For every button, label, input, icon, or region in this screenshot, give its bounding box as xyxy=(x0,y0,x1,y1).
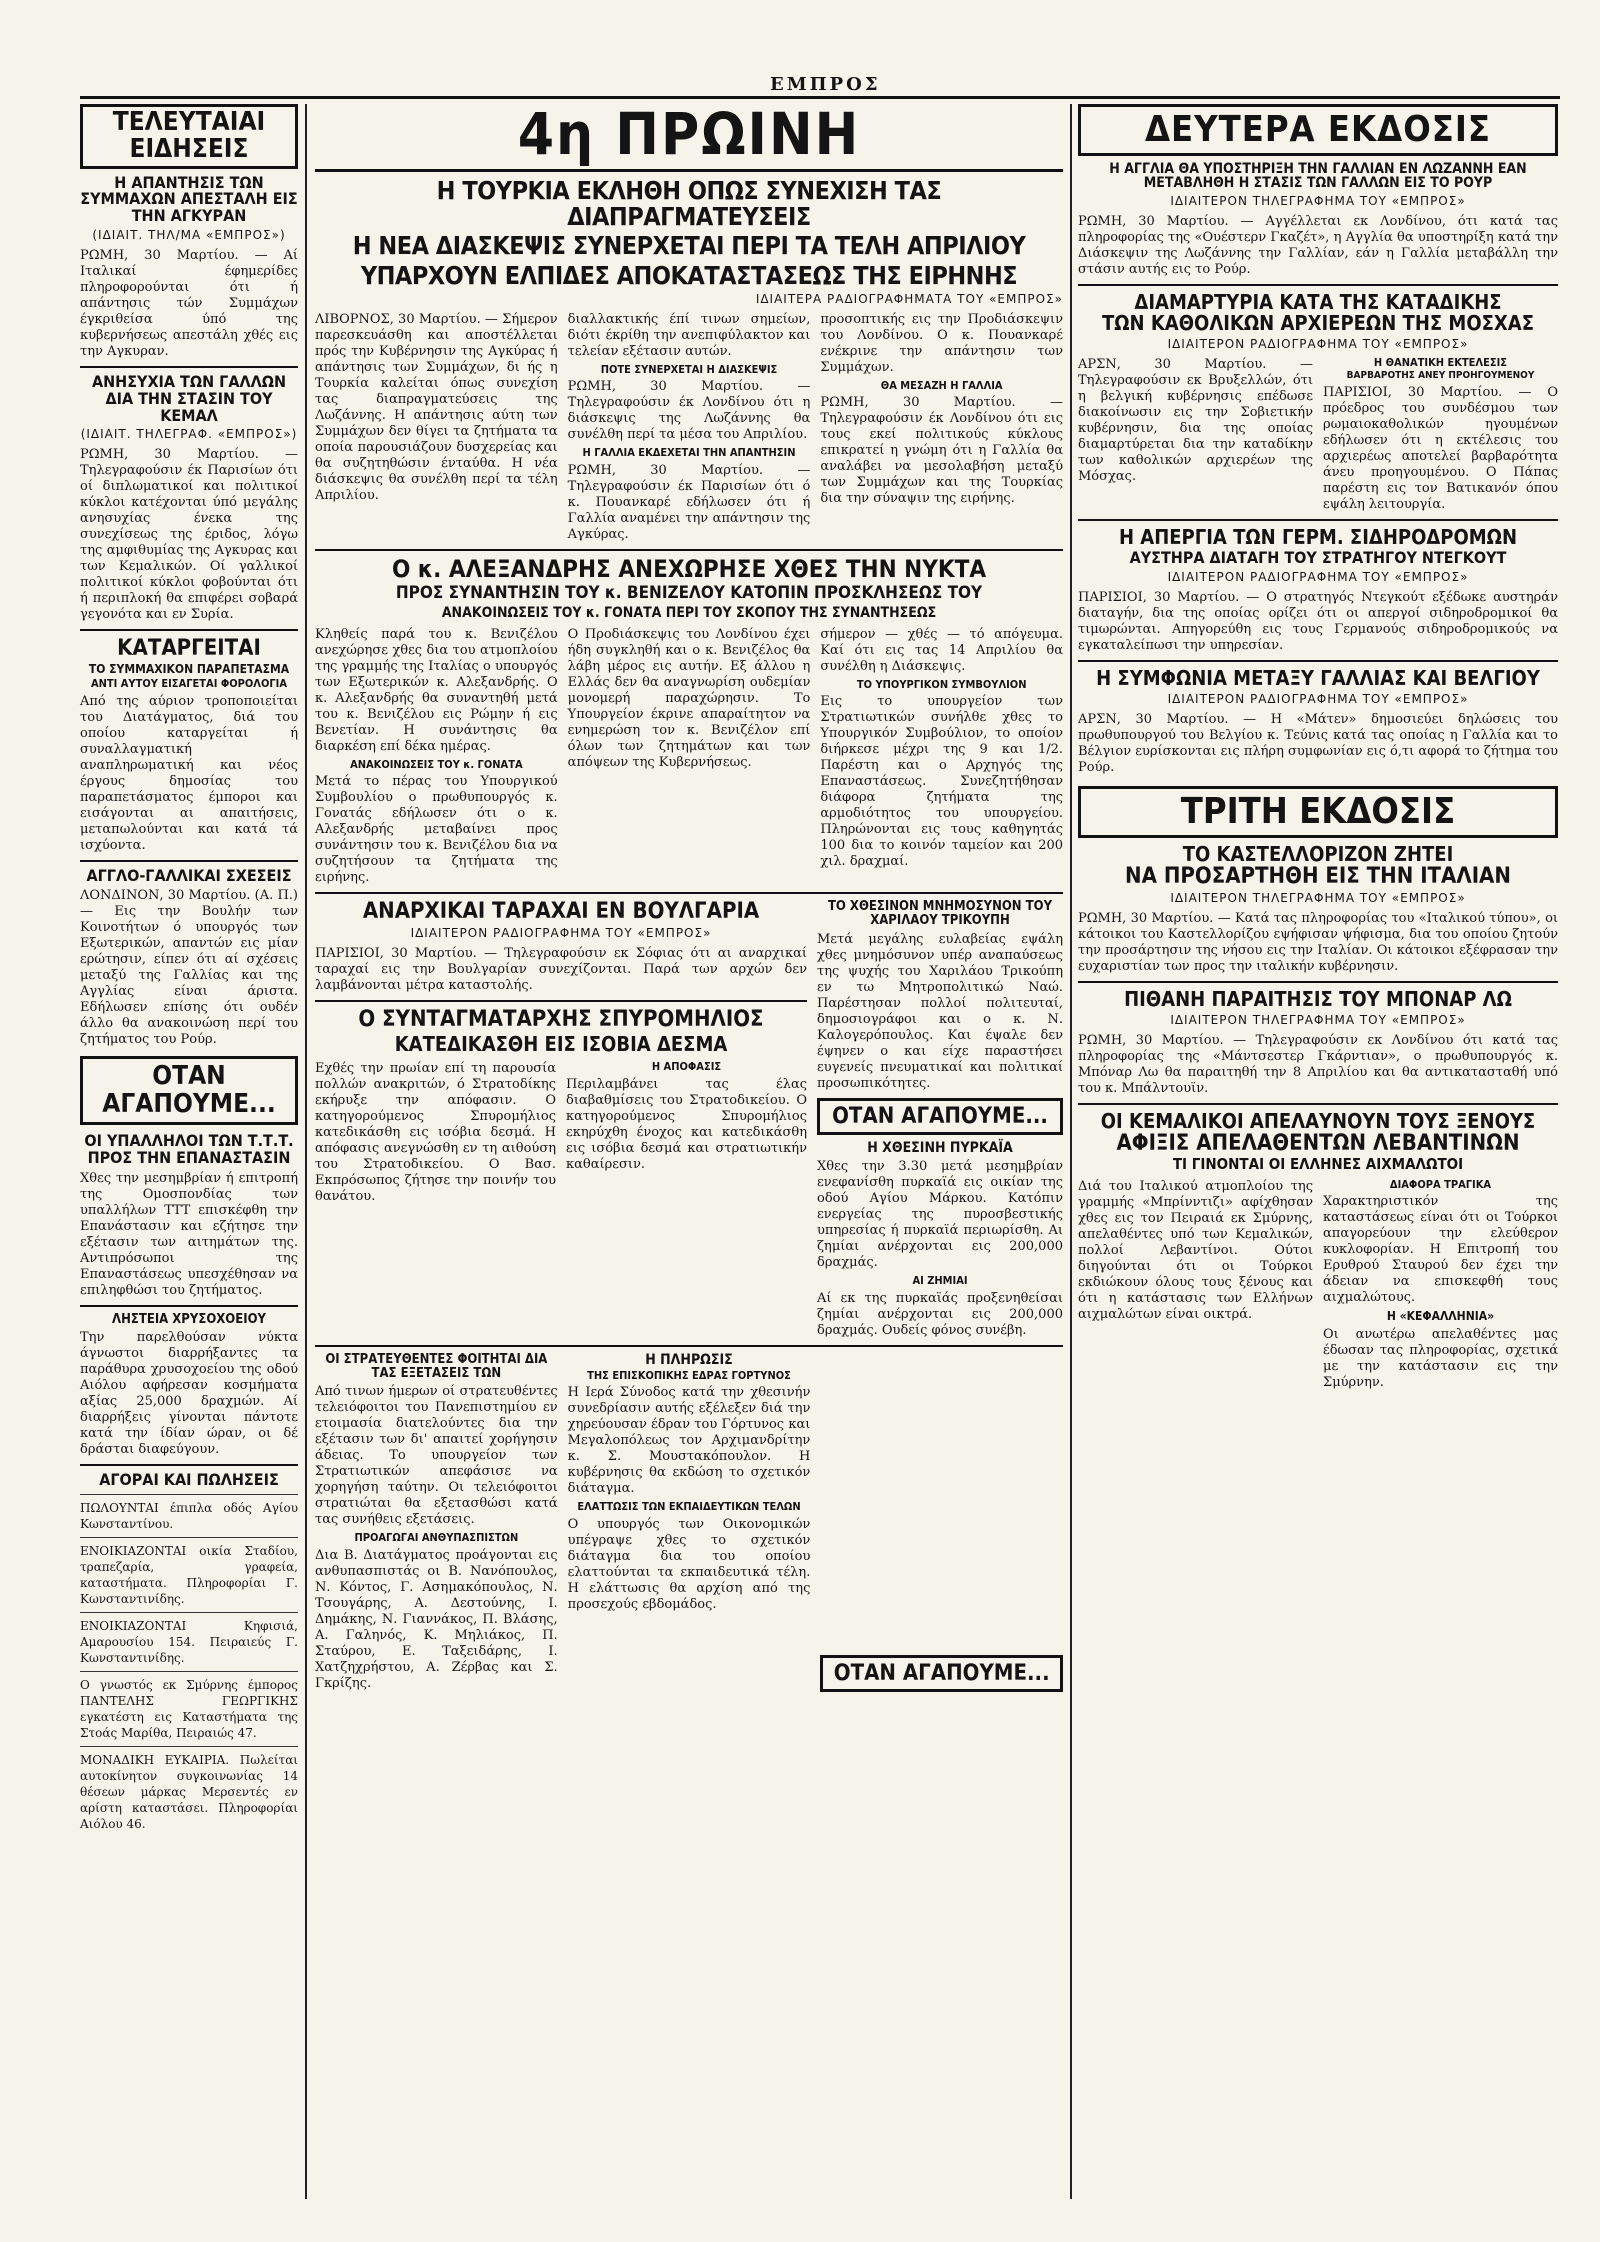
left-column xyxy=(80,104,298,1832)
article-title: Ο ΣΥΝΤΑΓΜΑΤΑΡΧΗΣ ΣΠΥΡΟΜΗΛΙΟΣ xyxy=(358,1007,764,1033)
main-headline-line: ΥΠΑΡΧΟΥΝ ΕΛΠΙΔΕΣ ΑΠΟΚΑΤΑΣΤΑΣΕΩΣ ΤΗΣ ΕΙΡΗΝΗΣ xyxy=(360,260,1018,290)
article-title: ΟΙ ΣΤΡΑΤΕΥΘΕΝΤΕΣ ΦΟΙΤΗΤΑΙ ΔΙΑ ΤΑΣ ΕΞΕΤΑΣΕΙΣ ΤΩΝ xyxy=(325,1351,548,1381)
section-heading: ΤΟ ΥΠΟΥΡΓΙΚΟΝ ΣΥΜΒΟΥΛΙΟΝ xyxy=(856,677,1027,691)
headline-line: ΠΡΟΣ ΣΥΝΑΝΤΗΣΙΝ ΤΟΥ κ. ΒΕΝΙΖΕΛΟΥ ΚΑΤΟΠΙΝ ΠΡΟΣΚΛΗΣΕΩΣ ΤΟΥ xyxy=(395,583,983,604)
dispatch-source: ΙΔΙΑΙΤΕΡΟΝ ΤΗΛΕΓΡΑΦΗΜΑ ΤΟΥ «ΕΜΠΡΟΣ» xyxy=(1170,1012,1466,1027)
article-body: ΡΩΜΗ, 30 Μαρτίου. — Τηλεγραφούσιν εκ Λονδίνου ότι κατά τας πληροφορίας της «Μάντσεστερ Γκάρντιαν», ο πρωθυπουργός κ. Μπόναρ Λω θα παραιτηθή την 8 Απριλίου και θα αντικατασταθή υπό του κ. Μπάλντουϊν. xyxy=(1078,1032,1558,1096)
latest-news-headline: ΤΕΛΕΥΤΑΙΑΙ ΕΙΔΗΣΕΙΣ xyxy=(80,104,298,169)
article-body: Μετά μεγάλης ευλαβείας εψάλη χθες μνημόσυνον υπέρ αναπαύσεως της ψυχής του Χαριλάου Τρικούπη εν τω Μητροπολιτικώ Ναώ. Παρέστησαν πολλοί πολιτευταί, δημοσιογράφοι και ο κ. Ν. Καλογερόπουλος. Και έψαλε δεν έψηνεν ο και είχε παραστήσει ευγενείς πνευματικαί και πολιτικαί προσωπικότητες. xyxy=(817,931,1063,1091)
article-body: διαλλακτικής έπί τινων σημείων, διότι έκρίθη την ανεπιφύλακτον και τελείαν εξέτασιν αυτών. xyxy=(567,311,811,359)
text-column xyxy=(568,1353,811,1692)
column-rule xyxy=(1070,104,1072,2199)
article-title: Η ΠΛΗΡΩΣΙΣ xyxy=(645,1351,733,1368)
article-body: Εχθές την πρωίαν επί τη παρουσία πολλών ανακριτών, ό Στρατοδίκης εκήρυξε την απόφασιν. Ο κατηγορούμενος Σπυρομήλιος κατεδικάσθη εις ισόβια δεσμά. Η απόφασις ανεγνώσθη εν τη αιθούση του Στρατοδικείου. Ο Βασ. Εκπρόσωπος ζήτησε την ποινήν του θανάτου. xyxy=(315,1061,556,1205)
article-body: ΠΑΡΙΣΙΟΙ, 30 Μαρτίου. — Ο πρόεδρος του συνδέσμου των ρωμαιοκαθολικών ηγουμένων εδήλωσεν ότι η εκτέλεσις του αρχιερέως αποτελεί βαρβαρότητα άνευ προηγουμένου. Ο Πάπας παρέστη εις τον Βατικανόν όπου εψάλη λειτουργία. xyxy=(1323,385,1558,513)
article-title: Η ΑΠΕΡΓΙΑ ΤΩΝ ΓΕΡΜ. ΣΙΔΗΡΟΔΡΟΜΩΝ xyxy=(1118,525,1518,550)
dispatch-source: ΙΔΙΑΙΤΕΡΟΝ ΡΑΔΙΟΓΡΑΦΗΜΑ ΤΟΥ «ΕΜΠΡΟΣ» xyxy=(410,926,712,941)
advertisement-banner: ΟΤΑΝ ΑΓΑΠΟΥΜΕ... xyxy=(817,1098,1063,1135)
section-heading: Η ΘΑΝΑΤΙΚΗ ΕΚΤΕΛΕΣΙΣ xyxy=(1373,356,1508,370)
article-body: Ο Προδιάσκεψις του Λονδίνου έχει ήδη συγκληθή και ο κ. Βενιζέλος θα λάβη μέρος εις αυτήν. Εξ άλλου η Ελλάς δεν θα αναγνωρίση ουδεμίαν μονομερή παραχώρησιν. Το Υπουργείον έκρινε απαραίτητον να ενημερώση τον κ. Βενιζέλον επί όλων των ζητημάτων και των απόψεων της Κυβερνήσεως. xyxy=(567,626,811,770)
article-body: ΡΩΜΗ, 30 Μαρτίου. — Αί Ιταλικαί έφημερίδες πληροφορούνται ότι ή απάντησις τών Συμμάχων έγκριθείσα ύπό της κυβερνήσεως απεστάλη χθές εις την Αγκυραν. xyxy=(80,247,298,359)
section-heading: ΠΟΤΕ ΣΥΝΕΡΧΕΤΑΙ Η ΔΙΑΣΚΕΨΙΣ xyxy=(600,362,778,376)
article-body: ΑΡΣΝ, 30 Μαρτίου. — Τηλεγραφούσιν εκ Βρυξελλών, ότι η βελγική κυβέρνησις επέδωσε διακοίνωσιν εις την Σοβιετικήν κυβέρνησιν, δια της οποίας διαμαρτύρεται δια την καταδίκην των καθολικών αρχιερέων της Μόσχας. xyxy=(1078,357,1313,485)
section-heading: ΘΑ ΜΕΣΑΖΗ Η ΓΑΛΛΙΑ xyxy=(880,378,1003,392)
center-column xyxy=(315,100,1064,1692)
classifieds-title: ΑΓΟΡΑΙ ΚΑΙ ΠΩΛΗΣΕΙΣ xyxy=(99,1470,279,1490)
classified-ad: Ο γνωστός εκ Σμύρνης έμπορος ΠΑΝΤΕΛΗΣ ΓΕΩΡΓΙΚΗΣ εγκατέστη εις Καταστήματα της Στοάς Μαρίθα, Πειραιώς 47. xyxy=(80,1678,298,1741)
advertisement-banner: ΟΤΑΝ ΑΓΑΠΟΥΜΕ... xyxy=(820,1655,1063,1692)
section-heading: Η «ΚΕΦΑΛΛΗΝΙΑ» xyxy=(1386,1309,1495,1324)
dispatch-source: ΙΔΙΑΙΤΕΡΟΝ ΡΑΔΙΟΓΡΑΦΗΜΑ ΤΟΥ «ΕΜΠΡΟΣ» xyxy=(1167,337,1469,352)
masthead xyxy=(80,76,1560,99)
front-banner: 4η ΠΡΩΙΝΗ xyxy=(315,104,1063,172)
article-body: Χθες την μεσημβρίαν ή επιτροπή της Ομοσπονδίας των υπαλλήλων ΤΤΤ επισκέφθη την Επανάστασιν και εζήτησε την εξέτασιν των αιτημάτων της. Αντιπρόσωποι της Επαναστάσεως υπεσχέθησαν να επιληφθώσι του ζητήματος. xyxy=(80,1170,298,1298)
article-body: ΡΩΜΗ, 30 Μαρτίου. — Τηλεγραφούσιν έκ Παρισίων ότι οί διπλωματικοί και πολιτικοί κύκλοι κατέχονται ύπό μεγάλης ανησυχίας ένεκα της συνεχίσεως της έριδος, λόγω της αμφιθυμίας της Αγκυρας και των Κεμαλικών. Οί γαλλικοί πολιτικοί κύκλοι φοβούνται ότι ή περιπλοκή θα επιφέρει σοβαρά γεγονότα και εν Συρία. xyxy=(80,447,298,623)
section-heading: ΑΝΑΚΟΙΝΩΣΕΙΣ ΤΟΥ κ. ΓΟΝΑΤΑ xyxy=(350,757,523,771)
article-title: ΑΥΣΤΗΡΑ ΔΙΑΤΑΓΗ ΤΟΥ ΣΤΡΑΤΗΓΟΥ ΝΤΕΓΚΟΥΤ xyxy=(1129,548,1507,568)
headline-line: Ο κ. ΑΛΕΞΑΝΔΡΗΣ ΑΝΕΧΩΡΗΣΕ ΧΘΕΣ ΤΗΝ ΝΥΚΤΑ xyxy=(391,554,987,583)
article-body: σήμερον — χθές — τό απόγευμα. Καί ότι εις τας 14 Απριλίου θα συνέλθη η Διάσκεψις. xyxy=(820,626,1064,674)
text-column xyxy=(315,627,558,887)
article-body: ΛΟΝΔΙΝΟΝ, 30 Μαρτίου. (Α. Π.) — Εις την Βουλήν των Κοινοτήτων ό υπουργός των Εξωτερικών, απαντών εις μίαν ερώτησιν, είπεν ότι αί σχέσεις μεταξύ της Γαλλίας και της Αγγλίας είναι άριστα. Εδήλωσεν επίσης ότι ουδέν άλλο θα ανακοινώση περί του ζητήματος του Ρούρ. xyxy=(80,888,298,1048)
article-title: ΚΑΤΑΡΓΕΙΤΑΙ xyxy=(117,636,261,662)
text-column xyxy=(315,1353,558,1692)
article-title: ΚΑΤΕΔΙΚΑΣΘΗ ΕΙΣ ΙΣΟΒΙΑ ΔΕΣΜΑ xyxy=(394,1032,728,1057)
section-heading: ΑΙ ΖΗΜΙΑΙ xyxy=(912,1274,968,1288)
article-title: ΠΙΘΑΝΗ ΠΑΡΑΙΤΗΣΙΣ ΤΟΥ ΜΠΟΝΑΡ ΛΩ xyxy=(1124,986,1512,1011)
article-subtitle: ΤΙ ΓΙΝΟΝΤΑΙ ΟΙ ΕΛΛΗΝΕΣ ΑΙΧΜΑΛΩΤΟΙ xyxy=(1172,1155,1464,1173)
article-body: προσοπτικής εις την Προδιάσκεψιν του Λονδίνου. Ο κ. Πουανκαρέ ενέκρινε την απάντησιν των Συμμάχων. xyxy=(820,311,1064,375)
article-body: Ο υπουργός των Οικονομικών υπέγραψε χθες το σχετικόν διάταγμα δια του οποίου ελαττούνται τα εκπαιδευτικά τέλη. Η ελάττωσις θα αρχίση από της προσεχούς εβδομάδος. xyxy=(567,1516,811,1612)
text-column xyxy=(315,312,558,543)
article-title: ΔΙΑΜΑΡΤΥΡΙΑ ΚΑΤΑ ΤΗΣ ΚΑΤΑΔΙΚΗΣ xyxy=(1134,290,1502,315)
article-body: ΛΙΒΟΡΝΟΣ, 30 Μαρτίου. — Σήμερον παρεσκευάσθη και αποστέλλεται πρός την Κυβέρνησιν της Αγκύρας ή απάντησις των Συμμάχων, δι ής η Τουρκία καλείται όπως συνεχίση τας διαπραγματεύσεις της Λωζάννης. Η απάντησις αύτη των Συμμάχων δεν θίγει τα ζητήματα τα οποία παρουσιάζουν δυσχερείας και θα συζητηθώσιν ένταύθα. Η νέα διάσκεψις θα συνέλθη περί τα τέλη Απριλίου. xyxy=(315,311,558,503)
article-title: ΛΗΣΤΕΙΑ ΧΡΥΣΟΧΟΕΙΟΥ xyxy=(112,1311,266,1327)
text-column xyxy=(817,900,1063,1339)
article-columns xyxy=(315,627,1063,887)
article-body: Μετά το πέρας του Υπουργικού Συμβουλίου ο πρωθυπουργός κ. Γονατάς εδήλωσεν ότι ο κ. Αλεξανδρής μεταβαίνει προς συνάντησιν του κ. Βενιζέλου δια να συζητήσουν τα ζητήματα της ειρήνης. xyxy=(315,774,558,886)
article-columns xyxy=(315,312,1063,543)
article-body: Χαρακτηριστικόν της καταστάσεως είναι ότι οι Τούρκοι απαγορεύουν την ελεύθερον κυκλοφορίαν. Η Επιτροπή του Ερυθρού Σταυρού δεν έχει την άδειαν να επισκεφθή τους αιχμαλώτους. xyxy=(1323,1194,1558,1306)
article-body: Από της αύριον τροποποιείται του Διατάγματος, διά του οποίου καταργείται ή συναλλαγματική αναπληρωματική και νέος έργους δημοσίας του παραπετάσματος έμποροι και εισάγονται αι απαιτήσεις, μεταπωλούνται και κατά τά ισχύοντα. xyxy=(80,693,298,853)
article-body: ΑΡΣΝ, 30 Μαρτίου. — Η «Μάτεν» δημοσιεύει δηλώσεις του πρωθυπουργού του Βελγίου κ. Τεύνις κατά τας οποίας η Γαλλία και το Βέλγιον ευρίσκονται εις πλήρη συμφωνίαν εις ό,τι αφορά το ζήτημα του Ρούρ. xyxy=(1078,712,1558,776)
article-title: ΑΦΙΞΙΣ ΑΠΕΛΑΘΕΝΤΩΝ ΛΕΒΑΝΤΙΝΩΝ xyxy=(1116,1130,1520,1156)
article-subtitle: ΠΡΟΣ ΤΗΝ ΕΠΑΝΑΣΤΑΣΙΝ xyxy=(87,1147,291,1167)
article-body: ΡΩΜΗ, 30 Μαρτίου. — Αγγέλλεται εκ Λονδίνου, ότι κατά τας πληροφορίας της «Ουέστερν Γκαζέτ», η Αγγλία θα υποστηρίξη κατά την Διάσκεψιν της Λωζάννης την Γαλλίαν, εάν η Γαλλία μεταβάλλη την στάσιν αυτής εις το Ρούρ. xyxy=(1078,214,1558,278)
article-title: ΤΩΝ ΚΑΘΟΛΙΚΩΝ ΑΡΧΙΕΡΕΩΝ ΤΗΣ ΜΟΣΧΑΣ xyxy=(1101,311,1535,336)
article-body: Διά του Ιταλικού ατμοπλοίου της γραμμής «Μπρίνντιζι» αφίχθησαν χθες εις τον Πειραιά εκ Σμύρνης, απελαθέντες υπό των Κεμαλικών, πολλοί Λεβαντίνοι. Ούτοι διηγούνται ότι οι Τούρκοι εκδιώκουν όλους τους ξένους και ότι η κατάστασις των Ελλήνων αιχμαλώτων είναι οικτρά. xyxy=(1078,1178,1313,1322)
second-edition-banner: ΔΕΥΤΕΡΑ ΕΚΔΟΣΙΣ xyxy=(1078,104,1558,156)
text-column xyxy=(315,900,807,1339)
article-subtitle: ΤΗΣ ΕΠΙΣΚΟΠΙΚΗΣ ΕΔΡΑΣ ΓΟΡΤΥΝΟΣ xyxy=(587,1368,791,1382)
article-body: Την παρελθούσαν νύκτα άγνωστοι διαρρήξαντες τα παράθυρα χρυσοχοείου της οδού Αιόλου αφήρεσαν κοσμήματα αξίας 25,000 δραχμών. Αί διαρρήξεις γίνονται πάντοτε κατά την ίδίαν ώραν, οι δέ δράσται διαφεύγουν. xyxy=(80,1330,298,1458)
article-body: ΠΑΡΙΣΙΟΙ, 30 Μαρτίου. — Ο στρατηγός Ντεγκούτ εξέδωκε αυστηράν διαταγήν, δια της οποίας ορίζει ότι οι απεργοί σιδηροδρομικοί θα τιμωρώνται. Απηγορεύθη εις τους Γερμανούς σιδηροδρομικούς να εγκαταλείπωσι την υπηρεσίαν. xyxy=(1078,590,1558,654)
section-heading: ΠΡΟΑΓΩΓΑΙ ΑΝΘΥΠΑΣΠΙΣΤΩΝ xyxy=(354,1531,519,1545)
dispatch-source: ΙΔΙΑΙΤΕΡΑ ΡΑΔΙΟΓΡΑΦΗΜΑΤΑ ΤΟΥ «ΕΜΠΡΟΣ» xyxy=(755,291,1063,306)
article-title: Η ΣΥΜΦΩΝΙΑ ΜΕΤΑΞΥ ΓΑΛΛΙΑΣ ΚΑΙ ΒΕΛΓΙΟΥ xyxy=(1096,666,1540,691)
article-body: ΡΩΜΗ, 30 Μαρτίου. — Τηλεγραφούσιν έκ Παρισίων ότι ό κ. Πουανκαρέ εδήλωσεν ότι ή Γαλλία αναμένει την απάντησιν της Αγκύρας. xyxy=(567,462,811,542)
article-title: ΤΟ ΧΘΕΣΙΝΟΝ ΜΝΗΜΟΣΥΝΟΝ ΤΟΥ ΧΑΡΙΛΑΟΥ ΤΡΙΚΟΥΠΗ xyxy=(827,899,1053,928)
dispatch-source: ΙΔΙΑΙΤΕΡΟΝ ΤΗΛΕΓΡΑΦΗΜΑ ΤΟΥ «ΕΜΠΡΟΣ» xyxy=(1170,890,1466,905)
article-title: ΝΑ ΠΡΟΣΑΡΤΗΘΗ ΕΙΣ ΤΗΝ ΙΤΑΛΙΑΝ xyxy=(1125,863,1511,889)
section-heading: Η ΓΑΛΛΙΑ ΕΚΔΕΧΕΤΑΙ ΤΗΝ ΑΠΑΝΤΗΣΙΝ xyxy=(582,446,796,460)
article-title: ΤΟ ΚΑΣΤΕΛΛΟΡΙΖΟΝ ΖΗΤΕΙ xyxy=(1182,841,1454,866)
dispatch-source: ΙΔΙΑΙΤΕΡΟΝ ΤΗΛΕΓΡΑΦΗΜΑ ΤΟΥ «ΕΜΠΡΟΣ» xyxy=(1170,194,1466,209)
article-subtitle: ΤΟ ΣΥΜΜΑΧΙΚΟΝ ΠΑΡΑΠΕΤΑΣΜΑ xyxy=(88,662,290,677)
text-column xyxy=(568,312,811,543)
article-title: ΑΓΓΛΟ-ΓΑΛΛΙΚΑΙ ΣΧΕΣΕΙΣ xyxy=(86,865,292,885)
dispatch-source: (ΙΔΙΑΙΤ. ΤΗΛΕΓΡΑΦ. «ΕΜΠΡΟΣ») xyxy=(80,427,298,442)
text-column xyxy=(568,627,811,887)
column-rule xyxy=(305,104,307,2199)
main-headline-line: Η ΝΕΑ ΔΙΑΣΚΕΨΙΣ ΣΥΝΕΡΧΕΤΑΙ ΠΕΡΙ ΤΑ ΤΕΛΗ ΑΠΡΙΛΙΟΥ xyxy=(352,231,1026,261)
classified-ad: ΜΟΝΑΔΙΚΗ ΕΥΚΑΙΡΙΑ. Πωλείται αυτοκίνητον συγκοινωνίας 14 θέσεων μάρκας Μερσεντές εν αρίστη καταστάσει. Πληροφορίαι Αιόλου 46. xyxy=(80,1753,298,1832)
headline-line: ΑΝΑΚΟΙΝΩΣΕΙΣ ΤΟΥ κ. ΓΟΝΑΤΑ ΠΕΡΙ ΤΟΥ ΣΚΟΠΟΥ ΤΗΣ ΣΥΝΑΝΤΗΣΕΩΣ xyxy=(441,605,937,622)
article-body: Από τινων ήμερων οί στρατευθέντες τελειόφοιτοι του Πανεπιστημίου εν ετοιμασία διατελούντες δια την εξέτασιν των δι' απαιτεί χορήγησιν άδειας. Το υπουργείον των Στρατιωτικών απεφάσισε να χορηγήση ταύτην. Οι τελειόφοιτοι στρατιώται θα εξετασθώσι κατά τας συνήθεις εξετάσεις. xyxy=(315,1384,558,1528)
article-body: Αί εκ της πυρκαϊάς προξενηθείσαι ζημίαι ανέρχονται εις 200,000 δραχμάς. Ουδείς φόνος συνέβη. xyxy=(817,1290,1063,1338)
dispatch-source: ΙΔΙΑΙΤΕΡΟΝ ΡΑΔΙΟΓΡΑΦΗΜΑ ΤΟΥ «ΕΜΠΡΟΣ» xyxy=(1167,692,1469,707)
classified-ad: ΠΩΛΟΥΝΤΑΙ έπιπλα οδός Αγίου Κωνσταντίνου. xyxy=(80,1501,298,1532)
section-heading: Η ΑΠΟΦΑΣΙΣ xyxy=(651,1060,722,1074)
article-body: ΡΩΜΗ, 30 Μαρτίου. — Κατά τας πληροφορίας του «Ιταλικού τύπου», οι κάτοικοι του Καστελλορίζου εψήφισαν ψήφισμα, δια του οποίου ζητούν την προσάρτησιν της νήσου εις την Ιταλίαν. Οι κάτοικοι εξέφρασαν την ευχαριστίαν των προς την ιταλικήν κυβέρνησιν. xyxy=(1078,910,1558,974)
classified-ad: ΕΝΟΙΚΙΑΖΟΝΤΑΙ Κηφισιά, Αμαρουσίου 154. Πειραιεύς Γ. Κωνσταντινίδης. xyxy=(80,1619,298,1666)
article-title: Η ΧΘΕΣΙΝΗ ΠΥΡΚΑΪΑ xyxy=(867,1139,1013,1156)
article-title: ΟΙ ΥΠΑΛΛΗΛΟΙ ΤΩΝ Τ.Τ.Τ. xyxy=(84,1131,294,1150)
article-body: Κληθείς παρά του κ. Βενιζέλου ανεχώρησε χθες δια του ατμοπλοίου της γραμμής της Ιταλίας ο υπουργός των Εξωτερικών κ. Αλεξανδρής. Ο κ. Αλεξανδρής θα συναντηθή μετά του κ. Βενιζέλου εις Ρώμην ή εις Βενετίαν. Η συνάντησις θα διαρκέση επί δέκα ημέρας. xyxy=(315,626,558,754)
article-body: ΠΑΡΙΣΙΟΙ, 30 Μαρτίου. — Τηλεγραφούσιν εκ Σόφιας ότι αι αναρχικαί ταραχαί εις την Βουλγαρίαν συνεχίζονται. Παρά των αρχών δεν λαμβάνονται μέτρα καταστολής. xyxy=(315,946,807,994)
article-title: Η ΑΠΑΝΤΗΣΙΣ ΤΩΝ ΣΥΜΜΑΧΩΝ ΑΠΕΣΤΑΛΗ ΕΙΣ ΤΗΝ ΑΓΚΥΡΑΝ xyxy=(80,172,298,226)
text-column xyxy=(820,627,1063,887)
article-body: ΡΩΜΗ, 30 Μαρτίου. — Τηλεγραφούσιν έκ Λονδίνου ότι εις τους εκεί πολιτικούς κύκλους επικρατεί η γνώμη ότι η Γαλλία θα αναλάβει να μεσολαβήση μεταξύ των Συμμάχων και της Τουρκίας δια την σύναψιν της ειρήνης. xyxy=(820,395,1064,507)
text-column xyxy=(820,312,1063,543)
newspaper-name: ΕΜΠΡΟΣ xyxy=(770,74,881,95)
article-body: Εις το υπουργείον των Στρατιωτικών συνήλθε χθες το Υπουργικόν Συμβούλιον, το οποίον διήρκεσε μέχρι της 9 και 1/2. Παρέστη και ο Αρχηγός της Επαναστάσεως. Συνεζητήθησαν διάφορα ζητήματα της αρμοδιότητος του υπουργείου. Πληρώνονται εις τους καθηγητάς 100 δια το κοινόν ταμείον και 200 χιλ. δραχμαί. xyxy=(820,694,1064,870)
article-body: Δια Β. Διατάγματος προάγονται εις ανθυπασπιστάς οι Β. Νανόπουλος, Ν. Κόντος, Γ. Ασημακόπουλος, Ν. Τσουγάρης, Α. Δεστούνης, Ι. Δημάκης, Ν. Γιαννάκος, Π. Βλάσης, Α. Γαληνός, Κ. Μηλιάκος, Π. Σταύρου, Ε. Ταξειδάρης, Ι. Χατζηχρήστου, Α. Ζέρβας και Σ. Γκρίζης. xyxy=(315,1547,558,1691)
dispatch-source: (ΙΔΙΑΙΤ. ΤΗΛ/ΜΑ «ΕΜΠΡΟΣ») xyxy=(92,227,286,242)
article-subtitle: ΑΝΤΙ ΑΥΤΟΥ ΕΙΣΑΓΕΤΑΙ ΦΟΡΟΛΟΓΙΑ xyxy=(90,677,288,691)
article-body: ΡΩΜΗ, 30 Μαρτίου. — Τηλεγραφούσιν έκ Λονδίνου ότι η διάσκεψις της Λωζάννης θα συνέλθη περί τα μέσα του Απριλίου. xyxy=(567,379,811,443)
dispatch-source: ΙΔΙΑΙΤΕΡΟΝ ΡΑΔΙΟΓΡΑΦΗΜΑ ΤΟΥ «ΕΜΠΡΟΣ» xyxy=(1167,570,1469,585)
section-heading: ΒΑΡΒΑΡΟΤΗΣ ΑΝΕΥ ΠΡΟΗΓΟΥΜΕΝΟΥ xyxy=(1346,369,1535,381)
right-column xyxy=(1078,104,1558,1391)
article-body: Οι ανωτέρω απελαθέντες μας έδωσαν τας πληροφορίας, σχετικά με την κατάστασιν εις την Σμύρνην. xyxy=(1323,1326,1558,1390)
article-title: ΟΙ ΚΕΜΑΛΙΚΟΙ ΑΠΕΛΑΥΝΟΥΝ ΤΟΥΣ ΞΕΝΟΥΣ xyxy=(1100,1108,1536,1133)
article-body: Η Ιερά Σύνοδος κατά την χθεσινήν συνεδρίασιν αυτής εξέλεξεν διά την χηρεύουσαν έδραν του Γόρτυνος και Μεγαλοπόλεως τον Αρχιμανδρίτην κ. Σ. Μουστακόπουλον. Η κυβέρνησις θα εκδώση το σχετικόν διάταγμα. xyxy=(567,1385,811,1497)
main-headline-line: Η ΤΟΥΡΚΙΑ ΕΚΛΗΘΗ ΟΠΩΣ ΣΥΝΕΧΙΣΗ ΤΑΣ ΔΙΑΠΡΑΓΜΑΤΕΥΣΕΙΣ xyxy=(436,175,942,232)
section-heading: ΕΛΑΤΤΩΣΙΣ ΤΩΝ ΕΚΠΑΙΔΕΥΤΙΚΩΝ ΤΕΛΩΝ xyxy=(577,1500,801,1514)
third-edition-banner: ΤΡΙΤΗ ΕΚΔΟΣΙΣ xyxy=(1078,786,1558,838)
classified-ad: ΕΝΟΙΚΙΑΖΟΝΤΑΙ οικία Σταδίου, τραπεζαρία, γραφεία, καταστήματα. Πληροφορίαι Γ. Κωνσταντινίδης. xyxy=(80,1544,298,1607)
section-heading: ΔΙΑΦΟΡΑ ΤΡΑΓΙΚΑ xyxy=(1389,1177,1492,1191)
article-title: ΑΝΑΡΧΙΚΑΙ ΤΑΡΑΧΑΙ ΕΝ ΒΟΥΛΓΑΡΙΑ xyxy=(362,899,760,925)
advertisement-banner: ΟΤΑΝ ΑΓΑΠΟΥΜΕ... xyxy=(80,1056,298,1125)
article-body: Χθες την 3.30 μετά μεσημβρίαν ενεφανίσθη πυρκαϊά εις οικίαν της οδού Αγίου Μάρκου. Κατόπιν ενεργείας της πυροσβεστικής υπηρεσίας ή πυρκαϊά περιωρίσθη. Αι ζημίαι ανέρχονται εις 200,000 δραχμάς. xyxy=(817,1159,1063,1271)
article-columns xyxy=(315,1353,1063,1692)
article-columns xyxy=(315,900,1063,1339)
article-title: ΑΝΗΣΥΧΙΑ ΤΩΝ ΓΑΛΛΩΝ ΔΙΑ ΤΗΝ ΣΤΑΣΙΝ ΤΟΥ ΚΕΜΑΛ xyxy=(91,371,287,425)
article-title: Η ΑΓΓΛΙΑ ΘΑ ΥΠΟΣΤΗΡΙΞΗ ΤΗΝ ΓΑΛΛΙΑΝ ΕΝ ΛΩΖΑΝΝΗ ΕΑΝ ΜΕΤΑΒΛΗΘΗ Η ΣΤΑΣΙΣ ΤΩΝ ΓΑΛΛΩΝ ΕΙΣ ΤΟ ΡΟΥΡ xyxy=(1109,160,1527,192)
article-body: Περιλαμβάνει τας έλας διαβαθμίσεις του Στρατοδικείου. Ο κατηγορούμενος Σπυρομήλιος εκηρύχθη ένοχος και κατεδικάσθη εις ισόβια δεσμά και στρατιωτικήν καθαίρεσιν. xyxy=(566,1076,807,1172)
